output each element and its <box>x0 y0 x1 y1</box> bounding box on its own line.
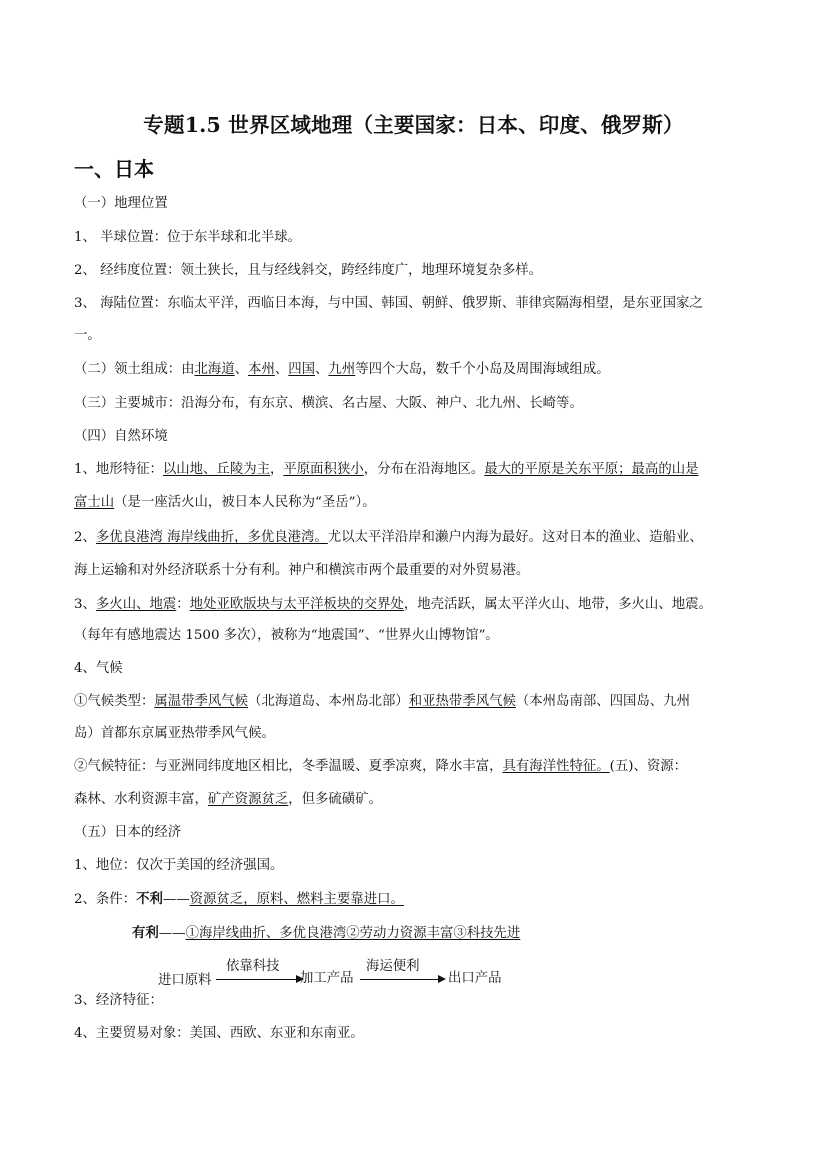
section-heading-japan: 一、日本 <box>74 157 154 181</box>
underlined-text: 北海道 <box>194 362 235 377</box>
underlined-text: 平原面积狭小 <box>283 462 364 477</box>
underlined-text: 矿产资源贫乏 <box>207 792 289 807</box>
text: 2、 <box>74 530 96 545</box>
text: 2、条件： <box>74 892 137 907</box>
line-climate-feature-2 <box>74 791 382 809</box>
underlined-text: ①海岸线曲折、多优良港湾②劳动力资源丰富③科技先进 <box>185 926 521 941</box>
line-terrain-2 <box>74 494 376 512</box>
underlined-text: 具有海洋性特征。 <box>502 759 610 774</box>
subheading-economy: （五）日本的经济 <box>74 825 182 840</box>
text: 1、地形特征： <box>74 462 163 477</box>
underlined-text: 多优良港湾 海岸线曲折，多优良港湾。 <box>95 530 328 545</box>
line-territory <box>74 361 610 379</box>
subheading-location: （一）地理位置 <box>74 196 168 211</box>
bold-text: 有利 <box>132 925 159 941</box>
text: 尤以太平洋沿岸和濑户内海为最好。这对日本的渔业、造船业、 <box>327 530 703 545</box>
line-economy-conditions <box>74 890 404 909</box>
line-economy-advantages <box>132 924 520 943</box>
underlined-text: 九州 <box>328 362 356 377</box>
underlined-text: 富士山 <box>74 495 115 510</box>
text: (五)、资源： <box>609 759 688 774</box>
line-trade-partners: 4、主要贸易对象：美国、西欧、东亚和东南亚。 <box>74 1026 364 1041</box>
text: （是一座活火山，被日本人民称为“圣岳”）。 <box>114 495 376 510</box>
text: ①气候类型： <box>74 694 155 709</box>
underlined-text: 和亚热带季风气候 <box>408 694 516 709</box>
text: 、 <box>274 362 289 377</box>
line-climate-feature-1 <box>74 758 687 776</box>
text: —— <box>162 892 190 907</box>
bold-text: 不利 <box>136 891 163 907</box>
text: ，但多硫磺矿。 <box>288 792 382 807</box>
underlined-text: 本州 <box>248 362 275 377</box>
text: （本州岛南部、四国岛、九州 <box>515 694 690 709</box>
page-title: 专题1.5 世界区域地理（主要国家：日本、印度、俄罗斯） <box>143 113 684 137</box>
line-latlong: 2、 经纬度位置：领土狭长，且与经线斜交，跨经纬度广，地理环境复杂多样。 <box>74 263 543 278</box>
line-harbor-2: 海上运输和对外经济联系十分有利。神户和横滨市两个最重要的对外贸易港。 <box>74 563 530 578</box>
underlined-text: 最大的平原是关东平原；最高的山是 <box>484 462 699 477</box>
text: 3、 <box>74 597 96 612</box>
underlined-text: 资源贫乏，原料、燃料主要靠进口。 <box>189 892 404 907</box>
flow-arrow-2 <box>360 979 440 980</box>
line-terrain-1 <box>74 461 699 479</box>
line-volcano-1 <box>74 596 712 614</box>
line-hemisphere: 1、 半球位置：位于东半球和北半球。 <box>74 230 302 245</box>
underlined-text: 地处亚欧版块与太平洋板块的交界处 <box>189 597 404 612</box>
flow-arrow-2-head <box>438 975 446 983</box>
line-sea-land-1: 3、 海陆位置：东临太平洋，西临日本海，与中国、韩国、朝鲜、俄罗斯、菲律宾隔海相望，是东亚国家之 <box>74 296 703 311</box>
text: ，分布在沿海地区。 <box>363 462 485 477</box>
flow-node-export: 出口产品 <box>448 971 502 986</box>
line-climate-type-2: 岛）首都东京属亚热带季风气候。 <box>74 726 275 741</box>
text: ，地壳活跃，属太平洋火山、地带，多火山、地震。 <box>403 597 712 612</box>
line-climate-type-1 <box>74 693 690 711</box>
line-cities: （三）主要城市：沿海分布，有东京、横滨、名古屋、大阪、神户、北九州、长崎等。 <box>74 396 583 411</box>
underlined-text: 多火山、地震 <box>95 597 177 612</box>
text: 等四个大岛，数千个小岛及周围海域组成。 <box>355 362 610 377</box>
flow-arrow-label-tech: 依靠科技 <box>226 959 280 974</box>
text: —— <box>158 926 186 941</box>
flow-arrow-label-shipping: 海运便利 <box>366 959 420 974</box>
line-economy-status: 1、地位：仅次于美国的经济强国。 <box>74 858 284 873</box>
subheading-climate: 4、气候 <box>74 661 123 676</box>
subheading-environment: （四）自然环境 <box>74 429 168 444</box>
line-sea-land-2: 一。 <box>74 328 101 343</box>
underlined-text: 四国 <box>288 362 316 377</box>
text: 森林、水利资源丰富， <box>74 792 208 807</box>
flow-arrow-1 <box>216 979 298 980</box>
text: 、 <box>234 362 249 377</box>
text: 、 <box>315 362 329 377</box>
line-economy-features: 3、经济特征： <box>74 993 163 1008</box>
line-volcano-2: （每年有感地震达 1500 多次），被称为“地震国”、“世界火山博物馆”。 <box>74 628 499 643</box>
text: ②气候特征：与亚洲同纬度地区相比，冬季温暖、夏季凉爽，降水丰富， <box>74 759 503 774</box>
underlined-text: 属温带季风气候 <box>154 694 249 709</box>
underlined-text: 以山地、丘陵为主 <box>162 462 270 477</box>
text: ： <box>176 597 190 612</box>
line-harbor-1 <box>74 529 703 547</box>
text: ， <box>270 462 284 477</box>
flow-node-import: 进口原料 <box>158 973 212 988</box>
text: （北海道岛、本州岛北部） <box>248 694 409 709</box>
flow-node-process: 加工产品 <box>300 971 354 986</box>
text: （二）领土组成：由 <box>74 362 195 377</box>
